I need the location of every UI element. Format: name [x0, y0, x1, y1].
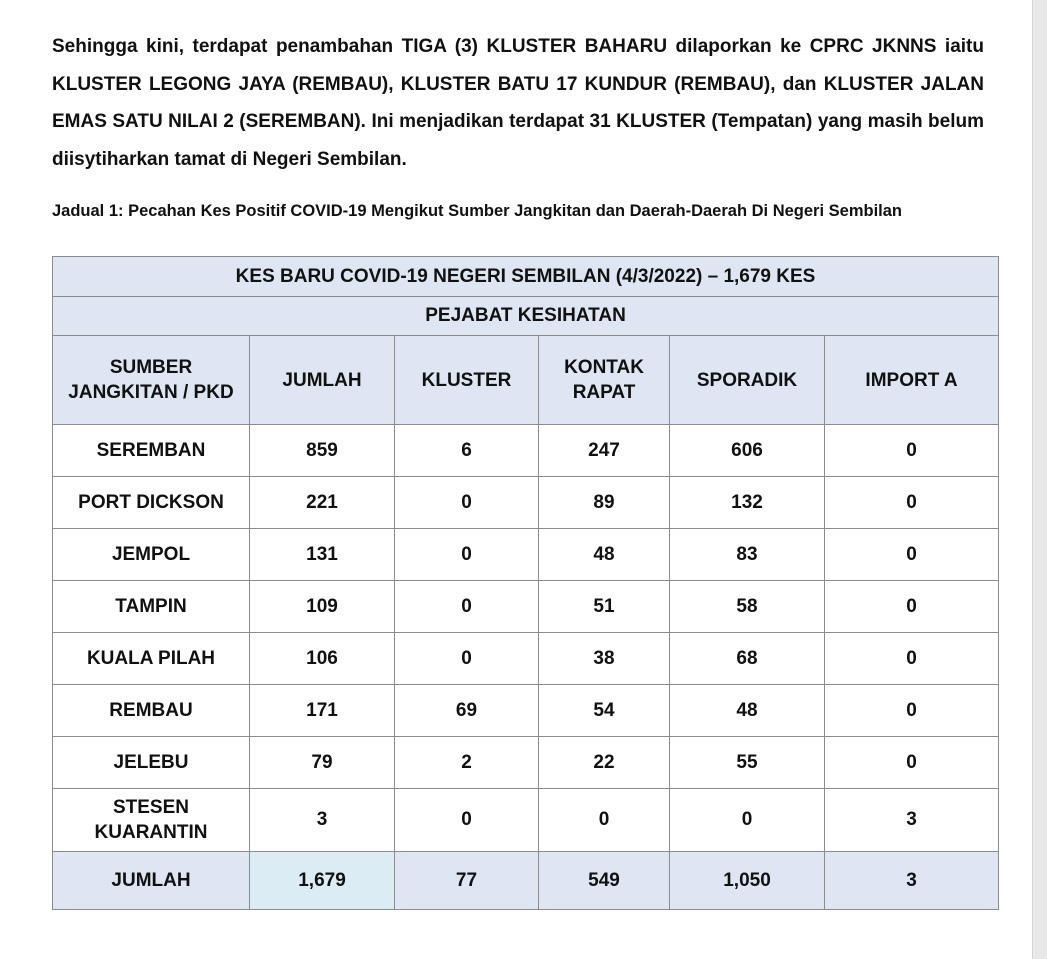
cell-kontak-rapat: 0 — [539, 789, 670, 852]
cell-jumlah: 221 — [250, 477, 395, 529]
total-kontak-rapat: 549 — [539, 852, 670, 910]
cell-kontak-rapat: 89 — [539, 477, 670, 529]
cell-sporadik: 58 — [670, 581, 825, 633]
cell-sporadik: 132 — [670, 477, 825, 529]
column-header-kontak-rapat: KONTAK RAPAT — [539, 336, 670, 425]
column-header-sumber: SUMBER JANGKITAN / PKD — [53, 336, 250, 425]
table-row — [53, 633, 999, 685]
cell-import: 0 — [825, 685, 999, 737]
total-kluster: 77 — [395, 852, 539, 910]
column-header-row — [53, 336, 999, 425]
row-name: JEMPOL — [53, 529, 250, 581]
cell-import: 0 — [825, 737, 999, 789]
total-jumlah: 1,679 — [250, 852, 395, 910]
row-name: STESEN KUARANTIN — [53, 789, 250, 852]
cell-jumlah: 3 — [250, 789, 395, 852]
total-import: 3 — [825, 852, 999, 910]
cell-kontak-rapat: 247 — [539, 425, 670, 477]
table-row — [53, 789, 999, 852]
cell-sporadik: 0 — [670, 789, 825, 852]
cell-jumlah: 106 — [250, 633, 395, 685]
table-row — [53, 581, 999, 633]
cell-import: 0 — [825, 633, 999, 685]
table-caption: Jadual 1: Pecahan Kes Positif COVID-19 Mengikut Sumber Jangkitan dan Daerah-Daerah Di Negeri Sembilan — [52, 202, 902, 220]
cell-kluster: 0 — [395, 633, 539, 685]
row-name: REMBAU — [53, 685, 250, 737]
cell-sporadik: 55 — [670, 737, 825, 789]
cell-import: 0 — [825, 477, 999, 529]
cell-jumlah: 859 — [250, 425, 395, 477]
cell-sporadik: 606 — [670, 425, 825, 477]
cell-import: 0 — [825, 581, 999, 633]
table-subtitle-row — [53, 297, 999, 336]
cell-jumlah: 131 — [250, 529, 395, 581]
cell-kontak-rapat: 54 — [539, 685, 670, 737]
cell-kluster: 2 — [395, 737, 539, 789]
row-name: PORT DICKSON — [53, 477, 250, 529]
row-name: SEREMBAN — [53, 425, 250, 477]
total-sporadik: 1,050 — [670, 852, 825, 910]
cell-kluster: 6 — [395, 425, 539, 477]
cell-kluster: 0 — [395, 581, 539, 633]
cell-kontak-rapat: 51 — [539, 581, 670, 633]
cluster-announcement-paragraph: Sehingga kini, terdapat penambahan TIGA (3) KLUSTER BAHARU dilaporkan ke CPRC JKNNS iaitu KLUSTER LEGONG JAYA (REMBAU), KLUSTER BATU 17 KUNDUR (REMBAU), dan KLUSTER JALAN EMAS SATU NILAI 2 (SEREMBAN). Ini menjadikan terdapat 31 KLUSTER (Tempatan) yang masih belum diisytiharkan tamat di Negeri Sembilan. — [52, 36, 984, 170]
cell-jumlah: 171 — [250, 685, 395, 737]
cell-sporadik: 83 — [670, 529, 825, 581]
table-row — [53, 685, 999, 737]
column-header-kluster: KLUSTER — [395, 336, 539, 425]
total-row — [53, 852, 999, 910]
table-subtitle: PEJABAT KESIHATAN — [53, 297, 999, 336]
cell-jumlah: 109 — [250, 581, 395, 633]
table-title-row — [53, 257, 999, 297]
cell-kontak-rapat: 22 — [539, 737, 670, 789]
table-title: KES BARU COVID-19 NEGERI SEMBILAN (4/3/2022) – 1,679 KES — [53, 257, 999, 297]
cell-jumlah: 79 — [250, 737, 395, 789]
row-name: KUALA PILAH — [53, 633, 250, 685]
cell-kontak-rapat: 48 — [539, 529, 670, 581]
row-name: JELEBU — [53, 737, 250, 789]
cell-kluster: 0 — [395, 529, 539, 581]
column-header-import: IMPORT A — [825, 336, 999, 425]
table-row — [53, 477, 999, 529]
table-row — [53, 425, 999, 477]
cell-kontak-rapat: 38 — [539, 633, 670, 685]
covid-cases-table — [52, 256, 999, 910]
row-name: TAMPIN — [53, 581, 250, 633]
cell-import: 3 — [825, 789, 999, 852]
cell-kluster: 0 — [395, 789, 539, 852]
table-row — [53, 529, 999, 581]
cell-sporadik: 48 — [670, 685, 825, 737]
cell-kluster: 69 — [395, 685, 539, 737]
column-header-jumlah: JUMLAH — [250, 336, 395, 425]
page-edge-strip — [1032, 0, 1047, 959]
total-label: JUMLAH — [53, 852, 250, 910]
cell-import: 0 — [825, 425, 999, 477]
cell-import: 0 — [825, 529, 999, 581]
table-row — [53, 737, 999, 789]
cell-sporadik: 68 — [670, 633, 825, 685]
cell-kluster: 0 — [395, 477, 539, 529]
column-header-sporadik: SPORADIK — [670, 336, 825, 425]
